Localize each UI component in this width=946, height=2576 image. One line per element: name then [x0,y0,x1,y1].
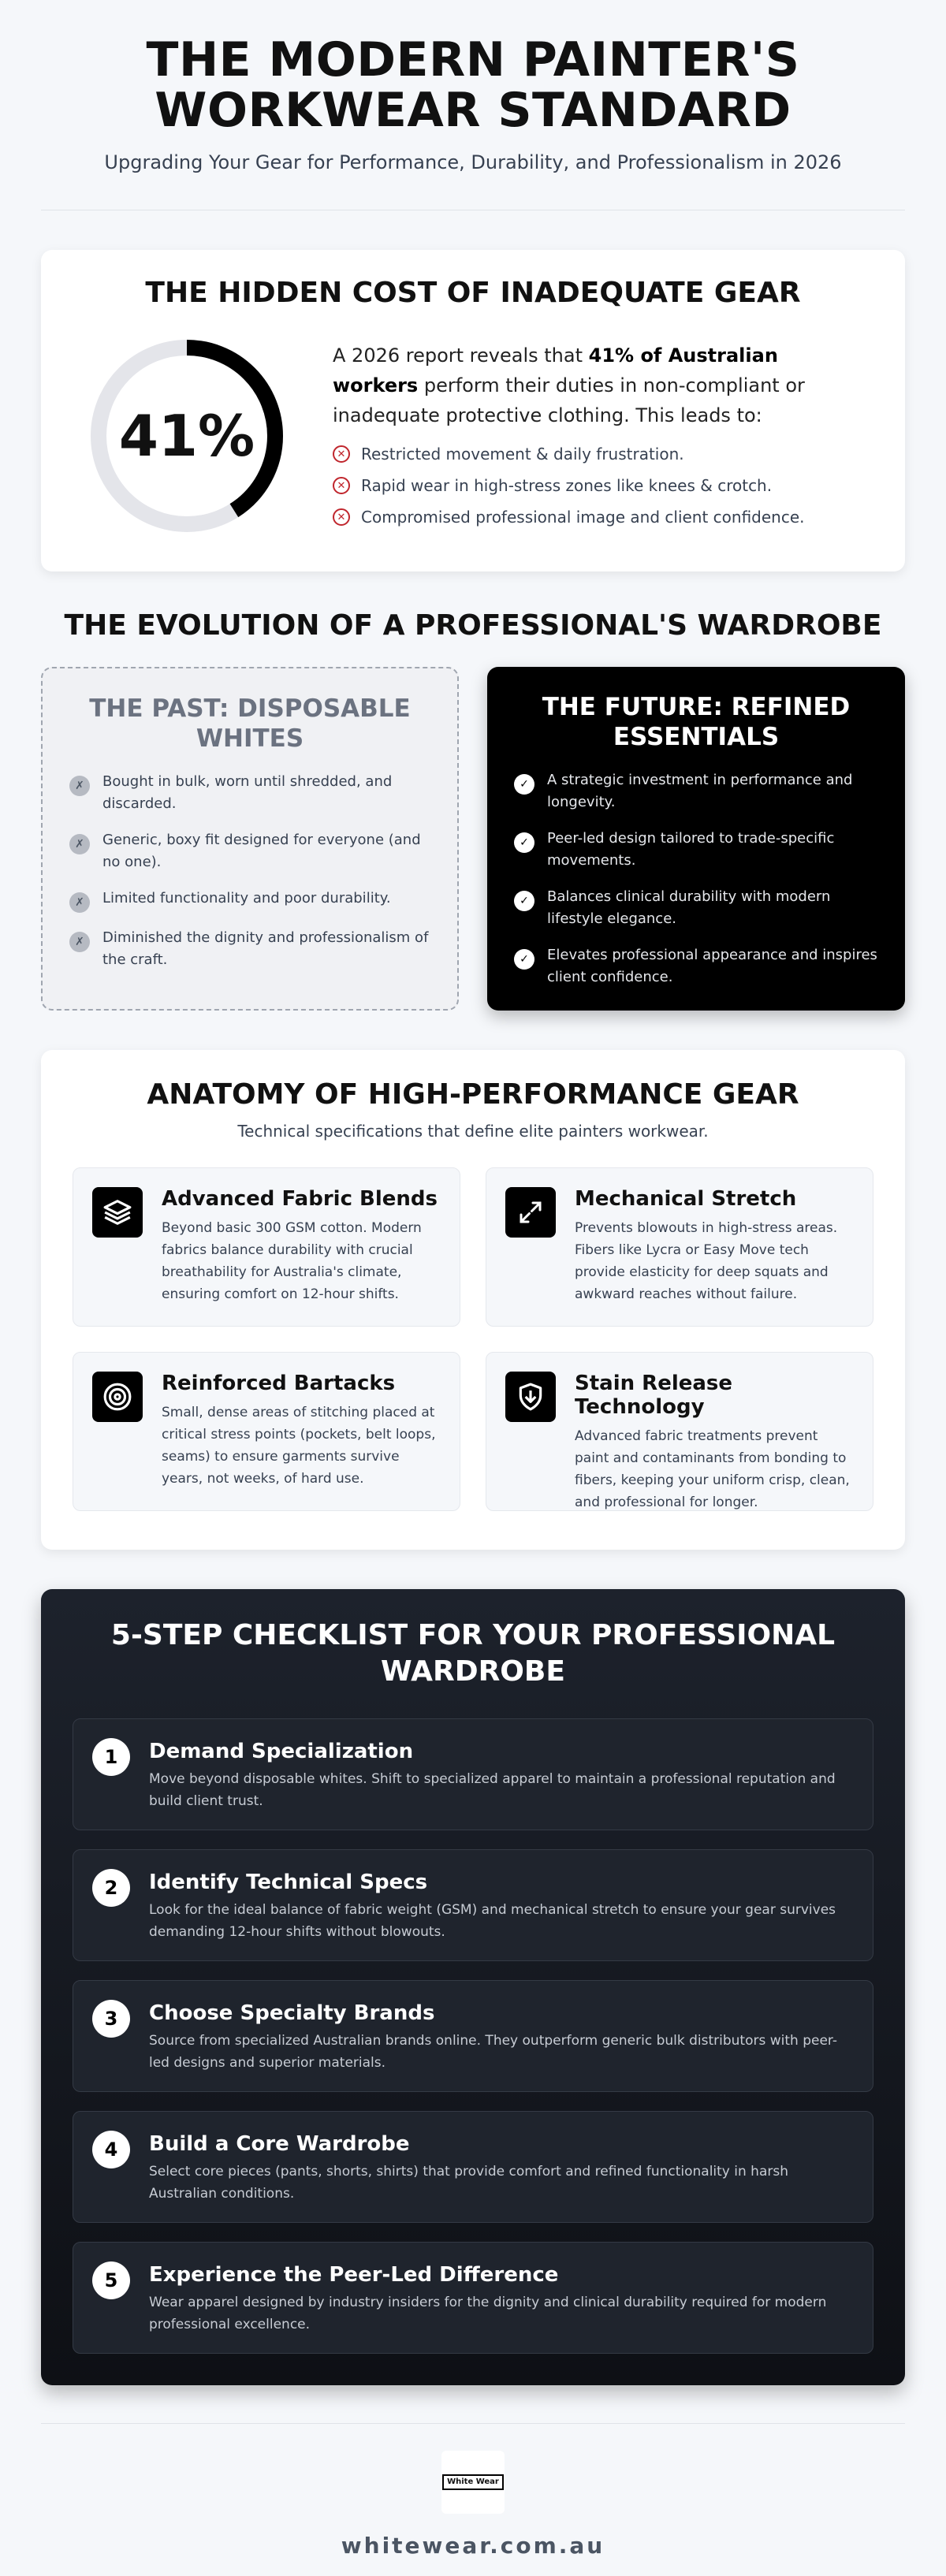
feature-card-stain [486,1352,873,1511]
cross-icon: ✗ [69,932,90,952]
list-item-text: Peer-led design tailored to trade-specific movements. [547,830,835,869]
list-item [333,470,837,501]
past-card [41,667,459,1011]
feature-text: Beyond basic 300 GSM cotton. Modern fabrics balance durability with crucial breathability for Australia's climate, ensuring comfort on 12-hour shifts. [162,1220,422,1302]
stat-ring [88,337,285,534]
brand-logo[interactable] [441,2451,505,2514]
step-text: Move beyond disposable whites. Shift to specialized apparel to maintain a professional reputation and build client trust. [149,1771,836,1809]
step-title: Experience the Peer-Led Difference [149,2263,559,2287]
step-title: Build a Core Wardrobe [149,2132,410,2156]
feature-title: Mechanical Stretch [575,1187,797,1211]
layers-icon [92,1187,143,1238]
feature-text: Advanced fabric treatments prevent paint and contaminants from bonding to fibers, keeping your uniform crisp, clean, and professional for longer. [575,1428,850,1510]
list-item [333,438,837,470]
cross-icon: ✗ [69,834,90,854]
step-number: 5 [92,2261,130,2299]
checklist-step [73,2111,873,2223]
checklist-step [73,1718,873,1830]
list-item [514,944,878,988]
target-icon [92,1372,143,1422]
list-item-text: Restricted movement & daily frustration. [361,445,684,463]
checklist-card [41,1589,905,2385]
checklist-title: 5-STEP CHECKLIST FOR YOUR PROFESSIONAL WARDROBE [110,1619,836,1688]
check-icon: ✓ [514,832,534,853]
step-number: 1 [92,1738,130,1776]
feature-text: Small, dense areas of stitching placed at critical stress points (pockets, belt loops, seams) to ensure garments survive years, not weeks, of hard use. [162,1405,436,1487]
page-subtitle: Upgrading Your Gear for Performance, Durability, and Professionalism in 2026 [104,151,842,173]
step-title: Demand Specialization [149,1740,414,1763]
list-item [514,769,878,813]
list-item-text: Balances clinical durability with modern lifestyle elegance. [547,888,831,927]
expand-icon [505,1187,556,1238]
check-icon: ✓ [514,774,534,795]
feature-text: Prevents blowouts in high-stress areas. Fibers like Lycra or Easy Move tech provide elasticity for deep squats and awkward reaches without failure. [575,1220,838,1302]
stat-value: 41% [118,403,255,469]
list-item-text: Bought in bulk, worn until shredded, and discarded. [102,773,393,812]
hidden-cost-title: THE HIDDEN COST OF INADEQUATE GEAR [145,277,801,309]
list-item-text: Limited functionality and poor durability. [102,890,391,906]
list-item-text: A strategic investment in performance and longevity. [547,772,853,810]
future-list [514,769,878,988]
x-circle-icon: ✕ [333,508,350,526]
list-item [514,886,878,930]
step-title: Identify Technical Specs [149,1871,428,1894]
x-circle-icon: ✕ [333,477,350,494]
lead-text-post: perform their duties in non-compliant or inadequate protective clothing. This leads to: [333,374,805,426]
page-title-line2: WORKWEAR STANDARD [155,83,791,138]
step-text: Look for the ideal balance of fabric weight (GSM) and mechanical stretch to ensure your gear survives demanding 12-hour shifts without blowouts. [149,1902,836,1940]
step-text: Select core pieces (pants, shorts, shirts) that provide comfort and refined functionality in harsh Australian conditions. [149,2164,788,2202]
feature-title: Stain Release Technology [575,1372,733,1419]
checklist-step [73,1980,873,2092]
step-number: 4 [92,2131,130,2168]
checklist-steps [73,1718,873,2354]
evolution-title: THE EVOLUTION OF A PROFESSIONAL'S WARDROBE [64,609,882,642]
checklist-step [73,2242,873,2354]
anatomy-card [41,1050,905,1550]
step-text: Source from specialized Australian brands online. They outperform generic bulk distributors with peer-led designs and superior materials. [149,2033,837,2071]
list-item-text: Compromised professional image and client confidence. [361,508,805,527]
past-title: THE PAST: DISPOSABLE WHITES [89,694,411,753]
feature-title: Advanced Fabric Blends [162,1187,438,1211]
page-title [0,32,946,138]
cross-icon: ✗ [69,892,90,913]
list-item [514,828,878,872]
x-circle-icon: ✕ [333,445,350,463]
lead-text-pre: A 2026 report reveals that [333,344,589,367]
footer-divider [41,2423,905,2424]
check-icon: ✓ [514,949,534,970]
list-item-text: Generic, boxy fit designed for everyone (and no one). [102,832,421,870]
step-text: Wear apparel designed by industry insiders for the dignity and clinical durability required for modern professional excellence. [149,2295,827,2332]
check-icon: ✓ [514,891,534,911]
list-item [69,927,430,971]
step-title: Choose Specialty Brands [149,2001,435,2025]
lead-text-bold: 41% of Australian workers [333,344,778,396]
list-item-text: Diminished the dignity and professionalism of the craft. [102,929,429,968]
list-item [69,771,430,815]
feature-card-stretch [486,1167,873,1327]
anatomy-title: ANATOMY OF HIGH-PERFORMANCE GEAR [147,1078,799,1111]
hidden-cost-card [41,250,905,571]
hidden-cost-lead [333,341,837,430]
logo-wordmark: White Wear [442,2474,504,2490]
hidden-cost-list [333,438,837,533]
list-item-text: Elevates professional appearance and inspires client confidence. [547,947,877,985]
future-card [487,667,905,1011]
feature-card-bartacks [73,1352,460,1511]
step-number: 3 [92,2000,130,2038]
anatomy-subtitle: Technical specifications that define elite painters workwear. [237,1122,709,1141]
feature-card-fabric [73,1167,460,1327]
past-list [69,771,430,971]
evolution-comparison [41,667,905,1011]
footer [0,2451,946,2559]
list-item [69,829,430,873]
list-item [333,501,837,533]
checklist-step [73,1849,873,1961]
feature-grid [73,1167,873,1536]
feature-title: Reinforced Bartacks [162,1372,396,1395]
step-number: 2 [92,1869,130,1907]
list-item-text: Rapid wear in high-stress zones like knees & crotch. [361,476,773,495]
future-title: THE FUTURE: REFINED ESSENTIALS [542,693,851,751]
site-link[interactable]: whitewear.com.au [341,2533,605,2559]
list-item [69,888,430,913]
cross-icon: ✗ [69,776,90,796]
shield-arrow-icon [505,1372,556,1422]
hero-header [0,0,946,173]
page-title-line1: THE MODERN PAINTER'S [146,32,800,87]
